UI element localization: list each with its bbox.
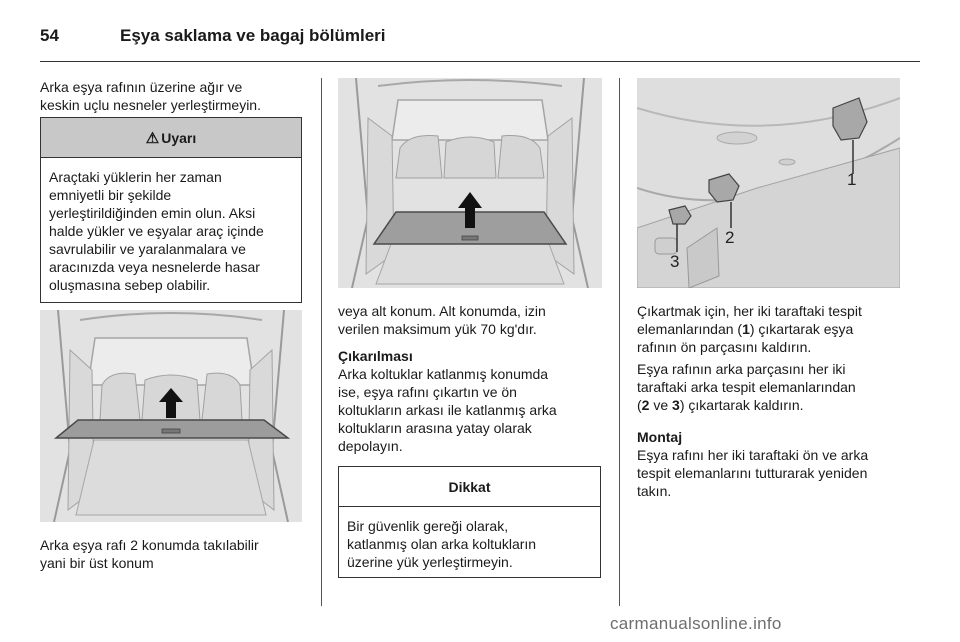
figure-caption: Arka eşya rafı 2 konumda takılabilir yani bir üst konum	[40, 537, 259, 571]
removal-heading: Çıkarılması	[338, 348, 413, 364]
front-part-paragraph: Çıkartmak için, her iki taraftaki tespit elemanlarından (1) çıkartarak eşya rafının ön parçasını kaldırın.	[637, 303, 862, 355]
caution-title: Dikkat	[448, 478, 491, 495]
caution-text: Bir güvenlik gereği olarak, katlanmış olan arka koltukların üzerine yük yerleştirmeyin.	[347, 518, 537, 570]
cargo-shelf-lower-figure	[338, 78, 602, 288]
intro-paragraph: Arka eşya rafının üzerine ağır ve keskin uçlu nesneler yerleştirmeyin.	[40, 79, 261, 113]
warning-box	[40, 117, 302, 303]
page-header	[40, 14, 920, 62]
removal-section: Çıkarılması Arka koltuklar katlanmış konumda ise, eşya rafını çıkartın ve ön koltukların arkası ile katlanmış arka koltukların arasına yatay olarak depolayın.	[338, 347, 608, 455]
warning-title: Uyarı	[161, 129, 197, 146]
warning-text: Araçtaki yüklerin her zaman emniyetli bir şekilde yerleştirildiğinden emin olun. Aksi halde yükler ve eşyalar araç içinde savrulabilir ve yaralanmalara ve aracınızda veya nesnelerde hasar oluşmasına sebep olabilir.	[49, 169, 264, 293]
rear-part-paragraph: Eşya rafının arka parçasını her iki taraftaki arka tespit elemanlarından (2 ve 3) çıkartarak kaldırın.	[637, 361, 856, 413]
lower-position-paragraph: veya alt konum. Alt konumda, izin verilen maksimum yük 70 kg'dır.	[338, 303, 546, 337]
warning-header	[41, 118, 301, 158]
assembly-heading: Montaj	[637, 429, 683, 445]
caution-box	[338, 466, 601, 578]
callout-3: 3	[670, 252, 680, 271]
column-divider-right	[619, 78, 620, 606]
assembly-section: Montaj Eşya rafını her iki taraftaki ön ve arka tespit elemanlarını tutturarak yeniden takın.	[637, 428, 912, 500]
page-number: 54	[40, 26, 59, 45]
warning-icon: ⚠	[145, 129, 160, 147]
cargo-shelf-upper-illustration	[40, 310, 302, 522]
cargo-shelf-lower-illustration	[338, 78, 602, 288]
watermark: carmanualsonline.info	[610, 614, 782, 633]
cargo-shelf-upper-figure	[40, 310, 302, 522]
page-title: Eşya saklama ve bagaj bölümleri	[120, 26, 386, 45]
callout-1: 1	[847, 170, 857, 189]
fixing-elements-figure	[637, 78, 900, 288]
callout-2: 2	[725, 228, 735, 247]
column-divider-left	[321, 78, 322, 606]
caution-header	[339, 467, 600, 507]
